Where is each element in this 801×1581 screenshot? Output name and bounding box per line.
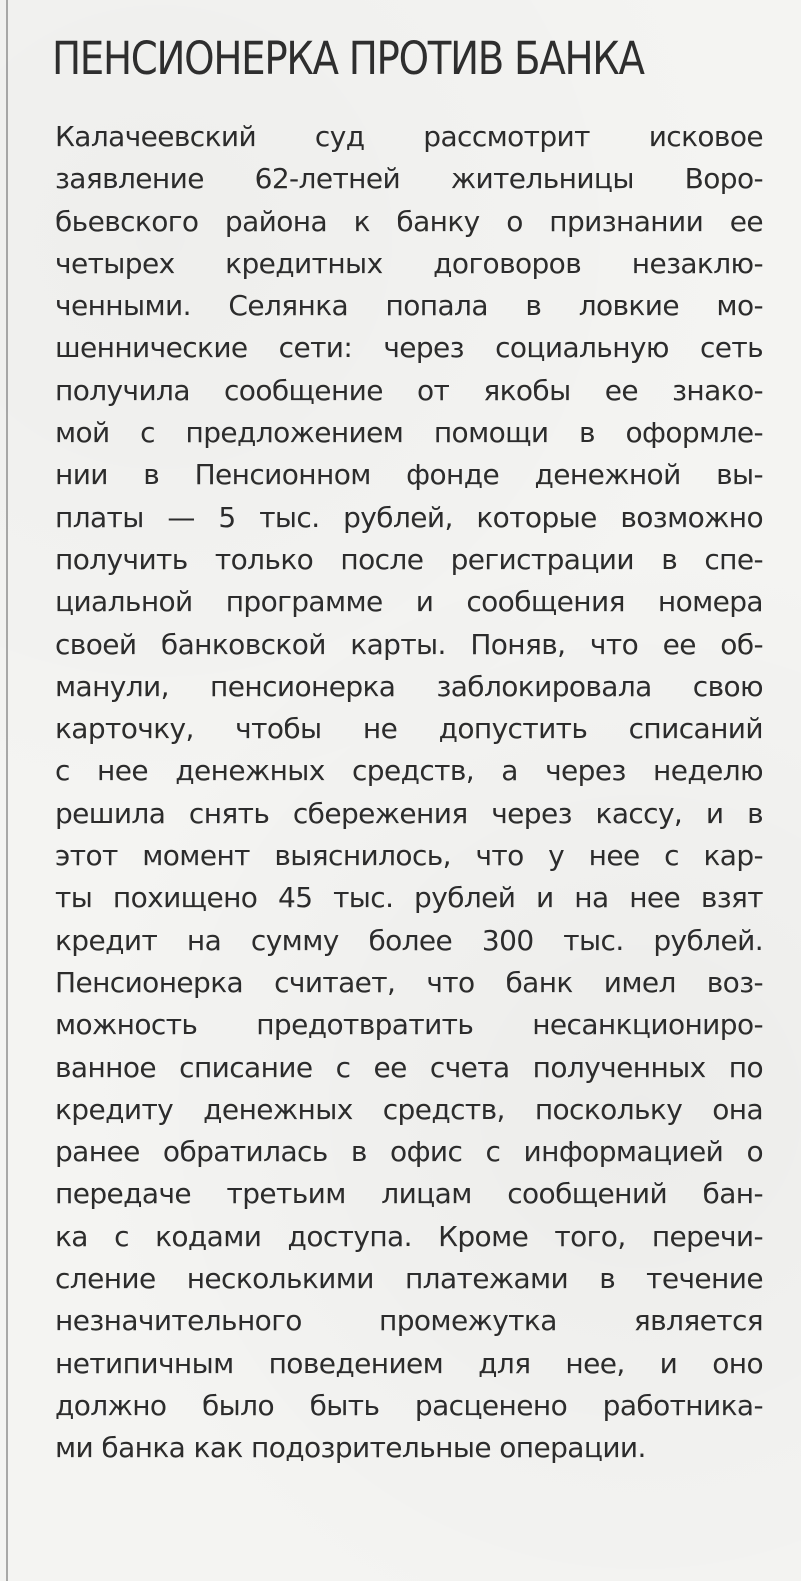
article-line: циальной программе и сообщения номера — [55, 585, 763, 619]
article-body — [55, 116, 763, 1470]
article-line: карточку, чтобы не допустить списаний — [55, 712, 763, 746]
article-line: нетипичным поведением для нее, и оно — [55, 1346, 763, 1380]
article-line: можность предотвратить несанкциониро- — [55, 1008, 763, 1042]
article-line: ми банка как подозрительные операции. — [55, 1431, 646, 1465]
article-line: четырех кредитных договоров незаклю- — [55, 246, 763, 280]
article-line: платы — 5 тыс. рублей, которые возможно — [55, 500, 763, 534]
article-headline: ПЕНСИОНЕРКА ПРОТИВ БАНКА — [52, 32, 644, 85]
article-line: получить только после регистрации в спе- — [55, 542, 763, 576]
article-line: своей банковской карты. Поняв, что ее об- — [55, 627, 763, 661]
article-line: нии в Пенсионном фонде денежной вы- — [55, 458, 763, 492]
article-line: передаче третьим лицам сообщений бан- — [55, 1177, 763, 1211]
article-line: шеннические сети: через социальную сеть — [55, 331, 763, 365]
article-line: должно было быть расценено работника- — [55, 1388, 763, 1422]
article-line: кредит на сумму более 300 тыс. рублей. — [55, 923, 763, 957]
article-line: ты похищено 45 тыс. рублей и на нее взят — [55, 881, 763, 915]
article-line: этот момент выяснилось, что у нее с кар- — [55, 839, 763, 873]
article-line: с нее денежных средств, а через неделю — [55, 754, 763, 788]
article-line: Пенсионерка считает, что банк имел воз- — [55, 965, 763, 999]
article-line: Калачеевский суд рассмотрит исковое — [55, 120, 763, 153]
article-line: ченными. Селянка попала в ловкие мо- — [55, 289, 763, 323]
article-line: ка с кодами доступа. Кроме того, перечи- — [55, 1219, 763, 1253]
article-line: ранее обратилась в офис с информацией о — [55, 1135, 763, 1169]
article-line: сление несколькими платежами в течение — [55, 1262, 763, 1296]
column-divider — [6, 0, 8, 1581]
article-line: заявление 62-летней жительницы Воро- — [55, 162, 763, 196]
article-line: мой с предложением помощи в оформле- — [55, 416, 763, 450]
article-line: кредиту денежных средств, поскольку она — [55, 1092, 763, 1126]
article-line: незначительного промежутка является — [55, 1304, 763, 1338]
article-line: бьевского района к банку о признании ее — [55, 204, 763, 238]
article-line: решила снять сбережения через кассу, и в — [55, 796, 763, 830]
article-line: ванное списание с ее счета полученных по — [55, 1050, 763, 1084]
article-line: получила сообщение от якобы ее знако- — [55, 373, 763, 407]
article-line: манули, пенсионерка заблокировала свою — [55, 669, 763, 703]
